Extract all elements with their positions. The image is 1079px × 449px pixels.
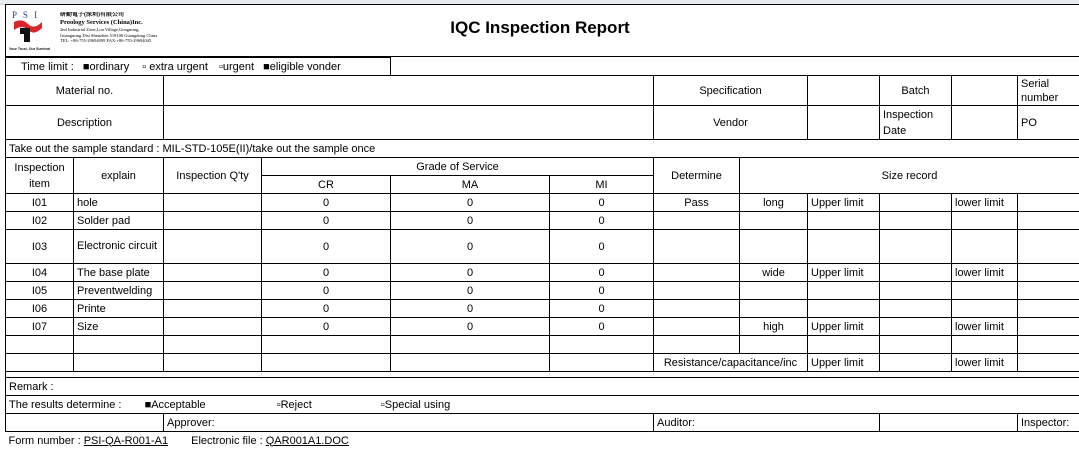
row-mi[interactable]: 0 <box>550 194 654 212</box>
row-cr[interactable]: 0 <box>262 264 391 282</box>
row-qty[interactable] <box>164 300 262 318</box>
table-row <box>6 318 1079 336</box>
row-determine[interactable]: Pass <box>654 194 740 212</box>
col-explain: explain <box>74 158 164 194</box>
logo-company-text <box>60 12 170 44</box>
row-upper-value[interactable] <box>880 318 952 336</box>
table-row <box>6 264 1079 282</box>
table-row <box>6 300 1079 318</box>
row-determine[interactable] <box>654 282 740 300</box>
row-upper-limit: Upper limit <box>808 318 880 336</box>
col-ma: MA <box>391 176 550 194</box>
time-limit-label: Time limit : <box>21 61 74 73</box>
row-item: I02 <box>6 212 74 230</box>
row-lower-limit <box>952 212 1018 230</box>
row-dimension <box>740 212 808 230</box>
row-ma[interactable]: 0 <box>391 318 550 336</box>
row-explain: Electronic circuit <box>74 230 164 264</box>
row-lower-limit <box>952 300 1018 318</box>
svg-text:P S I: P S I <box>12 10 39 20</box>
row-dimension: wide <box>740 264 808 282</box>
row-ma[interactable]: 0 <box>391 300 550 318</box>
row-cr[interactable]: 0 <box>262 212 391 230</box>
row-determine[interactable] <box>654 212 740 230</box>
vendor-label: Vendor <box>654 106 808 140</box>
col-grade-of-service: Grade of Service <box>262 158 654 176</box>
row-upper-limit <box>808 282 880 300</box>
row-cr[interactable]: 0 <box>262 194 391 212</box>
row-upper-value[interactable] <box>880 300 952 318</box>
resistance-label: Resistance/capacitance/inc <box>654 354 808 372</box>
row-item: I03 <box>6 230 74 264</box>
row-lower-limit: lower limit <box>952 194 1018 212</box>
row-determine[interactable] <box>654 230 740 264</box>
row-explain: Printe <box>74 300 164 318</box>
specification-value[interactable] <box>808 76 880 106</box>
description-row <box>6 106 1079 140</box>
company-phone: TEL: +86-755-29694099 FAX:+86-755-29694045 <box>60 38 170 44</box>
row-item: I06 <box>6 300 74 318</box>
inspection-date-label: Inspection Date <box>880 106 952 140</box>
serial-number-label: Serial number <box>1018 76 1079 106</box>
row-upper-value[interactable] <box>880 264 952 282</box>
col-inspection-qty: Inspection Q'ty <box>164 158 262 194</box>
col-cr: CR <box>262 176 391 194</box>
row-lower-value[interactable] <box>1018 230 1079 264</box>
psi-logo-icon <box>8 8 52 52</box>
description-label: Description <box>6 106 164 140</box>
results-cell <box>6 396 1079 414</box>
time-limit-ordinary[interactable]: ■ordinary <box>83 61 129 73</box>
row-mi[interactable]: 0 <box>550 230 654 264</box>
row-upper-value[interactable] <box>880 194 952 212</box>
sample-standard-text: Take out the sample standard : MIL-STD-105E(II)/take out the sample once <box>6 140 1079 158</box>
row-lower-value[interactable] <box>1018 318 1079 336</box>
col-mi: MI <box>550 176 654 194</box>
row-upper-limit <box>808 212 880 230</box>
row-item: I05 <box>6 282 74 300</box>
row-ma[interactable]: 0 <box>391 230 550 264</box>
time-limit-blank <box>391 58 1079 76</box>
result-acceptable[interactable]: ■Acceptable <box>145 399 206 411</box>
row-lower-value[interactable] <box>1018 282 1079 300</box>
po-label: PO <box>1018 106 1079 140</box>
row-qty[interactable] <box>164 212 262 230</box>
form-number-label: Form number : <box>9 435 81 447</box>
row-lower-value[interactable] <box>1018 300 1079 318</box>
row-qty[interactable] <box>164 318 262 336</box>
row-item: I04 <box>6 264 74 282</box>
row-cr[interactable]: 0 <box>262 230 391 264</box>
company-address-2: Guangming Dist Shenzhen 518106 Guangdong China <box>60 33 170 39</box>
row-determine[interactable] <box>654 318 740 336</box>
time-limit-extra-urgent[interactable]: ▫ extra urgent <box>142 61 208 73</box>
row-lower-value[interactable] <box>1018 264 1079 282</box>
time-limit-row <box>6 58 1079 76</box>
material-no-label: Material no. <box>6 76 164 106</box>
time-limit-cell <box>6 58 391 76</box>
row-upper-value[interactable] <box>880 230 952 264</box>
row-explain: Solder pad <box>74 212 164 230</box>
row-qty[interactable] <box>164 282 262 300</box>
specification-label: Specification <box>654 76 808 106</box>
signature-row <box>6 414 1079 432</box>
remark-row <box>6 378 1079 396</box>
resistance-row <box>6 354 1079 372</box>
row-dimension <box>740 230 808 264</box>
row-lower-limit <box>952 282 1018 300</box>
row-upper-value[interactable] <box>880 212 952 230</box>
company-logo <box>8 8 168 52</box>
row-item: I07 <box>6 318 74 336</box>
row-upper-limit: Upper limit <box>808 264 880 282</box>
results-label: The results determine : <box>9 399 122 411</box>
sample-standard-row <box>6 140 1079 158</box>
table-row <box>6 282 1079 300</box>
description-value[interactable] <box>164 106 654 140</box>
remark-label[interactable]: Remark : <box>6 378 1079 396</box>
material-row <box>6 76 1079 106</box>
row-ma[interactable]: 0 <box>391 282 550 300</box>
spacer-row <box>6 336 1079 354</box>
auditor-value[interactable] <box>880 414 1018 432</box>
row-qty[interactable] <box>164 230 262 264</box>
electronic-file-value: QAR001A1.DOC <box>266 435 349 447</box>
inspector-label[interactable]: Inspector: <box>1018 414 1079 432</box>
row-lower-limit: lower limit <box>952 318 1018 336</box>
row-explain: Preventwelding <box>74 282 164 300</box>
company-address-1: 2nd Industrial Zone,Lou Village,Gongming, <box>60 27 170 33</box>
row-ma[interactable]: 0 <box>391 212 550 230</box>
table-row <box>6 194 1079 212</box>
row-lower-limit <box>952 230 1018 264</box>
column-header-row-1 <box>6 158 1079 176</box>
electronic-file-label: Electronic file : <box>191 435 263 447</box>
row-cr[interactable]: 0 <box>262 318 391 336</box>
row-ma[interactable]: 0 <box>391 264 550 282</box>
row-ma[interactable]: 0 <box>391 194 550 212</box>
footer-row <box>6 432 1079 449</box>
report-title: IQC Inspection Report <box>380 18 700 38</box>
row-cr[interactable]: 0 <box>262 300 391 318</box>
signature-blank <box>6 414 164 432</box>
material-no-value[interactable] <box>164 76 654 106</box>
row-lower-limit: lower limit <box>952 264 1018 282</box>
batch-label: Batch <box>880 76 952 106</box>
inspection-form-grid <box>5 57 1079 449</box>
time-limit-eligible-vonder[interactable]: ■eligible vonder <box>263 61 341 73</box>
row-mi[interactable]: 0 <box>550 264 654 282</box>
row-upper-limit <box>808 230 880 264</box>
batch-value[interactable] <box>952 76 1018 106</box>
row-determine[interactable] <box>654 300 740 318</box>
result-special-using[interactable]: ▫Special using <box>381 399 450 411</box>
inspection-date-value[interactable] <box>952 106 1018 140</box>
auditor-label[interactable]: Auditor: <box>654 414 880 432</box>
results-row <box>6 396 1079 414</box>
form-number-value: PSI-QA-R001-A1 <box>84 435 168 447</box>
svg-text:Your Trust, Our Survival: Your Trust, Our Survival <box>9 47 50 51</box>
resistance-upper-value[interactable] <box>880 354 952 372</box>
row-qty[interactable] <box>164 264 262 282</box>
time-limit-urgent[interactable]: ▫urgent <box>219 61 254 73</box>
table-row <box>6 212 1079 230</box>
row-mi[interactable]: 0 <box>550 282 654 300</box>
row-mi[interactable]: 0 <box>550 318 654 336</box>
resistance-lower-limit: lower limit <box>952 354 1018 372</box>
result-reject[interactable]: ▫Reject <box>277 399 312 411</box>
table-row <box>6 230 1079 264</box>
row-upper-value[interactable] <box>880 282 952 300</box>
company-name-cn: 研勤電子(深圳)有限公司 <box>60 12 170 19</box>
row-upper-limit <box>808 300 880 318</box>
row-qty[interactable] <box>164 194 262 212</box>
row-explain: The base plate <box>74 264 164 282</box>
row-upper-limit: Upper limit <box>808 194 880 212</box>
resistance-lower-value[interactable] <box>1018 354 1079 372</box>
col-inspection-item: Inspection item <box>6 158 74 194</box>
footer-cell <box>6 432 1079 449</box>
row-dimension <box>740 282 808 300</box>
row-lower-value[interactable] <box>1018 212 1079 230</box>
row-mi[interactable]: 0 <box>550 300 654 318</box>
row-dimension <box>740 300 808 318</box>
row-determine[interactable] <box>654 264 740 282</box>
vendor-value[interactable] <box>808 106 880 140</box>
approver-label[interactable]: Approver: <box>164 414 654 432</box>
row-mi[interactable]: 0 <box>550 212 654 230</box>
row-item: I01 <box>6 194 74 212</box>
resistance-upper-limit: Upper limit <box>808 354 880 372</box>
company-name-en: Proology Services (China)Inc. <box>60 19 170 27</box>
row-lower-value[interactable] <box>1018 194 1079 212</box>
col-determine: Determine <box>654 158 740 194</box>
row-cr[interactable]: 0 <box>262 282 391 300</box>
row-dimension: long <box>740 194 808 212</box>
row-explain: hole <box>74 194 164 212</box>
row-explain: Size <box>74 318 164 336</box>
row-dimension: high <box>740 318 808 336</box>
col-size-record: Size record <box>740 158 1079 194</box>
